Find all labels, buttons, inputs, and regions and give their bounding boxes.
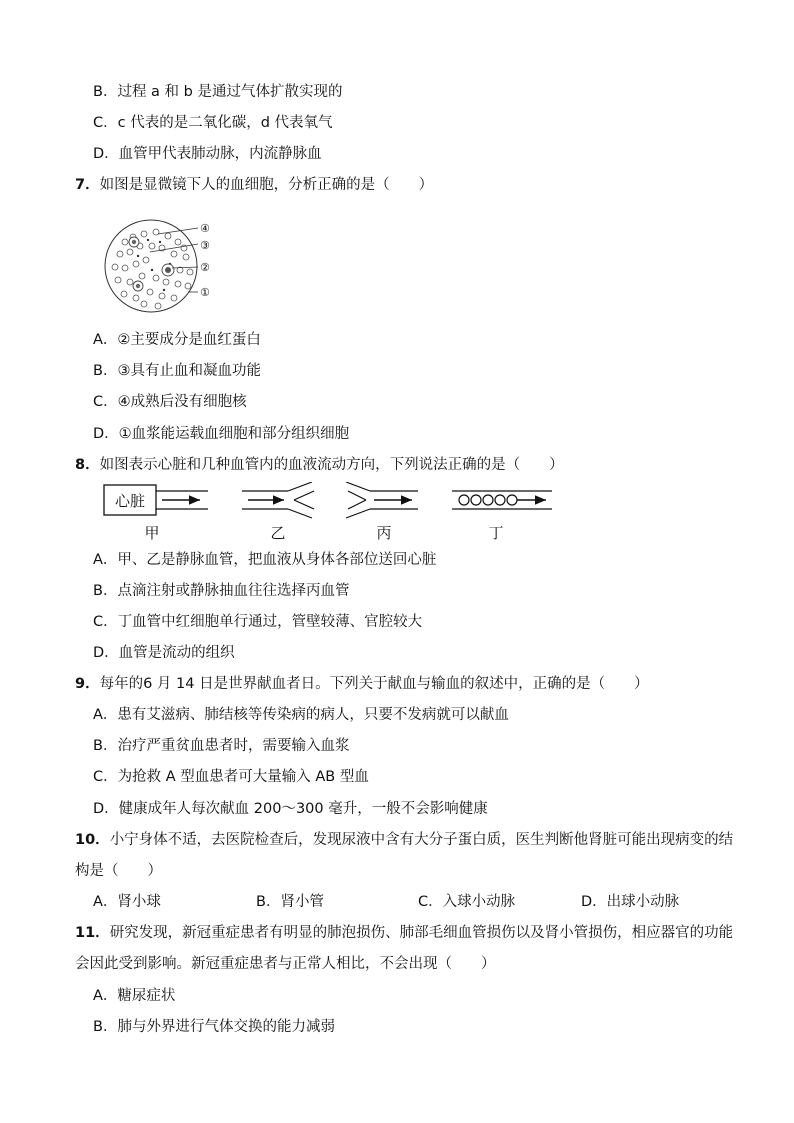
q9-option-a: A．患有艾滋病、肺结核等传染病的病人，只要不发病就可以献血 <box>93 707 509 723</box>
question-number: 7． <box>75 177 100 193</box>
q8-option-a: A．甲、乙是静脉血管，把血液从身体各部位送回心脏 <box>93 552 437 568</box>
q9-option-b: B．治疗严重贫血患者时，需要输入血浆 <box>93 738 350 754</box>
question-11-line2: 会因此受到影响。新冠重症患者与正常人相比，不会出现（ ） <box>75 956 496 972</box>
label-3: ③ <box>200 239 210 252</box>
vessel-bing <box>346 482 418 518</box>
blood-vessel-diagram <box>100 482 570 544</box>
question-number: 9． <box>75 676 100 692</box>
q9-option-c: C．为抢救 A 型血患者可大量输入 AB 型血 <box>93 769 369 785</box>
vessel-ding <box>452 491 552 509</box>
prev-option-b: B．过程 a 和 b 是通过气体扩散实现的 <box>93 84 343 100</box>
q8-option-d: D．血管是流动的组织 <box>93 645 235 661</box>
question-stem-line1: 小宁身体不适，去医院检查后，发现尿液中含有大分子蛋白质，医生判断他肾脏可能出现病变的结 <box>109 832 734 848</box>
question-stem: 如图表示心脏和几种血管内的血液流动方向，下列说法正确的是（ ） <box>99 457 564 473</box>
question-stem: 如图是显微镜下人的血细胞，分析正确的是（ ） <box>99 177 434 193</box>
label-2: ② <box>200 261 210 274</box>
vessel-jia <box>104 485 208 515</box>
q11-option-a: A．糖尿症状 <box>93 988 176 1004</box>
vessel-label-ding: 丁 <box>488 524 504 542</box>
question-10-line2: 构是（ ） <box>75 863 162 879</box>
q7-option-d: D．①血浆能运载血细胞和部分组织细胞 <box>93 426 350 442</box>
blood-cell-micrograph <box>100 212 230 322</box>
vessel-label-bing: 丙 <box>376 524 392 542</box>
question-9 <box>75 674 649 694</box>
q10-option-d: D．出球小动脉 <box>581 894 680 910</box>
q10-option-c: C．入球小动脉 <box>418 894 516 910</box>
heart-label: 心脏 <box>114 492 146 510</box>
question-number: 8． <box>75 457 100 473</box>
q7-option-a: A．②主要成分是血红蛋白 <box>93 332 261 348</box>
question-8 <box>75 455 564 475</box>
vessel-label-yi: 乙 <box>270 524 286 542</box>
q10-option-a: A．肾小球 <box>93 894 161 910</box>
vessel-yi <box>242 482 314 518</box>
question-stem-line1: 研究发现，新冠重症患者有明显的肺泡损伤、肺部毛细血管损伤以及肾小管损伤，相应器官的功能 <box>109 925 734 941</box>
question-number: 11． <box>75 925 110 941</box>
q7-option-b: B．③具有止血和凝血功能 <box>93 363 261 379</box>
q8-option-b: B．点滴注射或静脉抽血往往选择丙血管 <box>93 583 350 599</box>
prev-option-d: D．血管甲代表肺动脉，内流静脉血 <box>93 146 322 162</box>
q9-option-d: D．健康成年人每次献血 200～300 毫升，一般不会影响健康 <box>93 801 488 817</box>
question-stem: 每年的6 月 14 日是世界献血者日。下列关于献血与输血的叙述中，正确的是（ ） <box>99 676 649 692</box>
question-11 <box>75 923 733 943</box>
question-number: 10． <box>75 832 110 848</box>
question-10 <box>75 830 733 850</box>
q8-option-c: C．丁血管中红细胞单行通过，管壁较薄、官腔较大 <box>93 614 423 630</box>
label-1: ① <box>200 286 210 299</box>
vessel-label-jia: 甲 <box>144 524 160 542</box>
prev-option-c: C．c 代表的是二氧化碳，d 代表氧气 <box>93 115 333 131</box>
label-4: ④ <box>200 222 210 235</box>
q10-option-b: B．肾小管 <box>256 894 324 910</box>
q11-option-b: B．肺与外界进行气体交换的能力减弱 <box>93 1019 335 1035</box>
q7-option-c: C．④成熟后没有细胞核 <box>93 394 247 410</box>
question-7 <box>75 175 433 195</box>
